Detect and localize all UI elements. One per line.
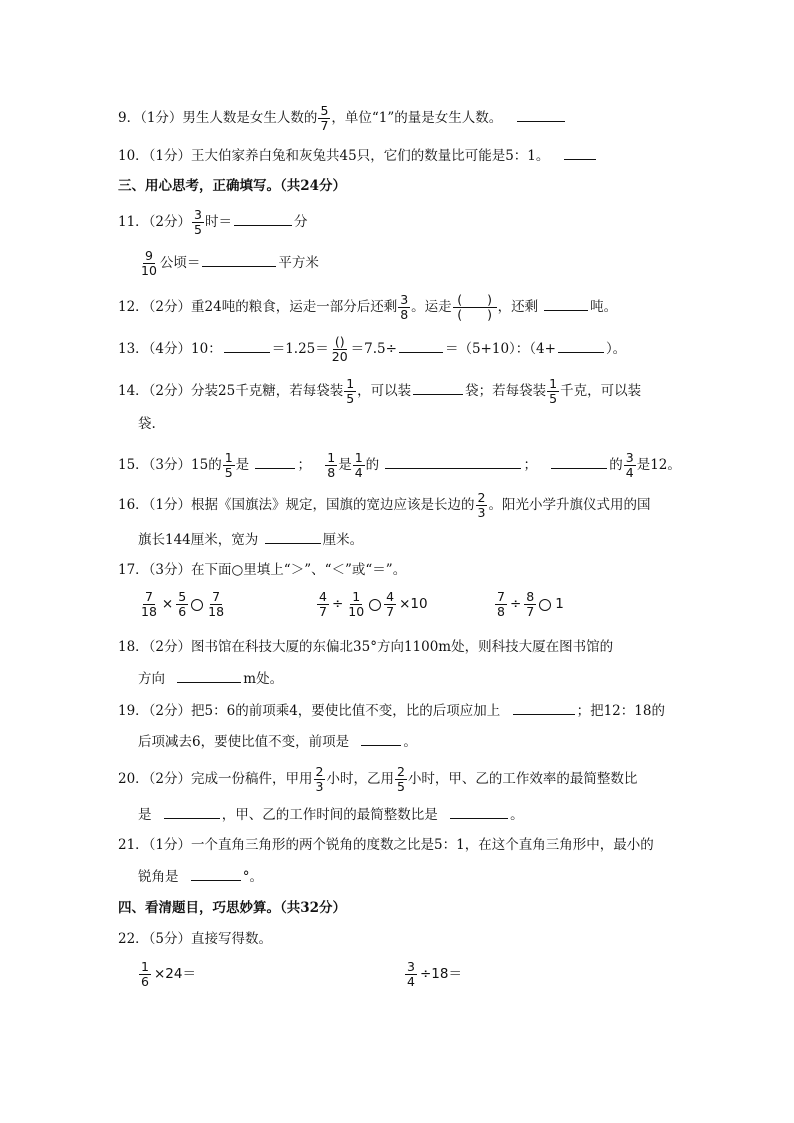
fraction: $\frac{()}{20}$ bbox=[331, 334, 348, 364]
question-18-part-2: 方向 m处。 bbox=[138, 668, 283, 689]
fraction: $\frac{1}{5}$ bbox=[346, 376, 355, 406]
compare-circle[interactable] bbox=[539, 599, 551, 611]
compare-circle[interactable] bbox=[191, 599, 203, 611]
answer-blank[interactable] bbox=[177, 668, 241, 683]
calc-expression-1: $\frac{1}{6}$ ×24＝ bbox=[141, 959, 196, 989]
fraction: $\frac{3}{4}$ bbox=[625, 450, 634, 480]
fraction: $\frac{5}{7}$ bbox=[320, 103, 329, 133]
question-21: 21．（1分）一个直角三角形的两个锐角的度数之比是5：1，在这个直角三角形中，最小的 bbox=[118, 837, 654, 853]
answer-blank[interactable] bbox=[385, 454, 521, 469]
question-21-part-2: 锐角是 °。 bbox=[138, 866, 263, 887]
fraction: $\frac{2}{3}$ bbox=[315, 764, 324, 794]
compare-expression-1: $\frac{7}{18}$ × $\frac{5}{6}$ $\frac{7}{18}$ bbox=[141, 589, 225, 619]
answer-blank[interactable] bbox=[450, 804, 508, 819]
answer-blank[interactable] bbox=[517, 107, 565, 122]
answer-blank[interactable] bbox=[265, 529, 321, 544]
fraction: $\frac{2}{3}$ bbox=[477, 490, 486, 520]
fraction: $\frac{1}{4}$ bbox=[354, 450, 363, 480]
q10-text: 10．（1分）王大伯家养白兔和灰兔共45只，它们的数量比可能是5：1。 bbox=[118, 148, 550, 164]
calc-expression-2: $\frac{3}{4}$ ÷18＝ bbox=[407, 959, 462, 989]
section-3-heading: 三、用心思考，正确填写。（共24分） bbox=[118, 178, 347, 194]
question-13: 13．（4分）10： ＝1.25＝ $\frac{()}{20}$ ＝7.5÷ ＝（5+10）：（4+ ）。 bbox=[118, 334, 627, 364]
answer-blank[interactable] bbox=[361, 731, 401, 746]
question-9: 9．（1分）男生人数是女生人数的 $\frac{5}{7}$ ，单位“1”的量是女生人数。 bbox=[118, 104, 567, 133]
answer-blank[interactable] bbox=[191, 866, 241, 881]
question-11-part-2: $\frac{9}{10}$ 公顷＝ 平方米 bbox=[141, 248, 319, 278]
fraction-blank[interactable]: $\frac{( )}{( )}$ bbox=[453, 293, 497, 322]
fraction: $\frac{9}{10}$ bbox=[141, 248, 157, 278]
answer-blank[interactable] bbox=[164, 804, 220, 819]
answer-blank[interactable] bbox=[544, 296, 588, 311]
answer-blank[interactable] bbox=[513, 700, 575, 715]
question-10 bbox=[118, 145, 598, 166]
fraction: $\frac{1}{8}$ bbox=[327, 450, 336, 480]
question-16-part-2: 旗长144厘米，宽为 厘米。 bbox=[138, 529, 363, 550]
answer-blank[interactable] bbox=[234, 211, 292, 226]
section-4-heading: 四、看清题目，巧思妙算。（共32分） bbox=[118, 900, 347, 916]
fraction: $\frac{1}{5}$ bbox=[224, 450, 233, 480]
answer-blank[interactable] bbox=[551, 454, 607, 469]
answer-blank[interactable] bbox=[224, 338, 270, 353]
question-16: 16．（1分）根据《国旗法》规定，国旗的宽边应该是长边的 $\frac{2}{3}$ 。阳光小学升旗仪式用的国 bbox=[118, 490, 651, 520]
answer-blank[interactable] bbox=[255, 454, 295, 469]
answer-blank[interactable] bbox=[202, 252, 276, 267]
fraction: $\frac{3}{5}$ bbox=[194, 207, 202, 237]
question-18: 18．（2分）图书馆在科技大厦的东偏北35°方向1100m处，则科技大厦在图书馆的 bbox=[118, 639, 614, 655]
question-14: 14．（2分）分装25千克糖，若每袋装 $\frac{1}{5}$ ，可以装 袋；若每袋装 $\frac{1}{5}$ 千克，可以装 bbox=[118, 376, 642, 406]
question-19-part-2: 后项减去6，要使比值不变，前项是 。 bbox=[138, 731, 417, 752]
question-22: 22．（5分）直接写得数。 bbox=[118, 931, 273, 947]
question-14-part-2: 袋. bbox=[138, 416, 156, 432]
question-20: 20．（2分）完成一份稿件，甲用 $\frac{2}{3}$ 小时，乙用 $\frac{2}{5}$ 小时，甲、乙的工作效率的最简整数比 bbox=[118, 764, 638, 794]
question-19: 19．（2分）把5：6的前项乘4，要使比值不变，比的后项应加上 ；把12：18的 bbox=[118, 700, 665, 721]
answer-blank[interactable] bbox=[558, 338, 604, 353]
question-20-part-2: 是 ，甲、乙的工作时间的最简整数比是 。 bbox=[138, 804, 524, 825]
compare-expression-3: $\frac{7}{8}$ ÷ $\frac{8}{7}$ 1 bbox=[497, 589, 564, 619]
compare-circle[interactable] bbox=[369, 599, 381, 611]
answer-blank[interactable] bbox=[413, 380, 463, 395]
question-12: 12．（2分）重24吨的粮食，运走一部分后还剩 $\frac{3}{8}$ 。运走 $\frac{( )}{( )}$ ，还剩 吨。 bbox=[118, 292, 618, 322]
q9-text: 9．（1分）男生人数是女生人数的 bbox=[118, 110, 318, 126]
question-11: 11．（2分） $\frac{3}{5}$ 时＝ 分 bbox=[118, 207, 308, 237]
question-15: 15．（3分）15的 $\frac{1}{5}$ 是 ； $\frac{1}{8}$ 是 $\frac{1}{4}$ 的 ； 的 $\frac{3}{4}$ 是12。 bbox=[118, 450, 681, 480]
answer-blank[interactable] bbox=[399, 338, 443, 353]
fraction: $\frac{2}{5}$ bbox=[396, 764, 405, 794]
fraction: $\frac{3}{8}$ bbox=[400, 292, 409, 322]
fraction: $\frac{1}{5}$ bbox=[549, 376, 558, 406]
question-17: 17．（3分）在下面○里填上“＞”、“＜”或“＝”。 bbox=[118, 562, 407, 578]
compare-expression-2: $\frac{4}{7}$ ÷ $\frac{1}{10}$ $\frac{4}{7}$ ×10 bbox=[319, 589, 428, 619]
answer-blank[interactable] bbox=[564, 145, 596, 160]
